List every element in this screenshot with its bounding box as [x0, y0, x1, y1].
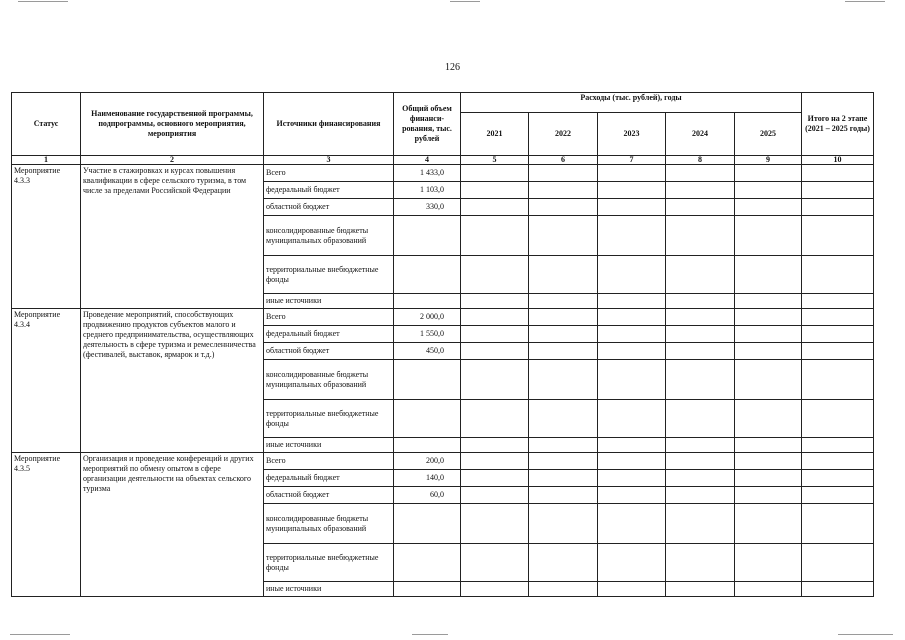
itogo-cell — [802, 294, 874, 309]
year-amount-cell — [735, 487, 802, 504]
financing-table — [11, 92, 874, 597]
year-amount-cell — [666, 544, 735, 582]
year-amount-cell — [461, 470, 529, 487]
year-amount-cell — [529, 256, 598, 294]
column-number: 6 — [529, 156, 598, 165]
total-amount-cell — [394, 438, 461, 453]
page-number: 126 — [445, 62, 460, 73]
header-expenses: Расходы (тыс. рублей), годы — [461, 93, 802, 113]
scan-edge-bottom-right — [838, 634, 893, 635]
year-amount-cell — [529, 470, 598, 487]
status-cell: Мероприятие 4.3.5 — [12, 453, 81, 597]
header-year: 2023 — [598, 113, 666, 156]
year-amount-cell — [735, 470, 802, 487]
year-amount-cell — [666, 504, 735, 544]
total-amount-cell: 140,0 — [394, 470, 461, 487]
header-total: Общий объем финанси- рования, тыс. рублей — [394, 93, 461, 156]
year-amount-cell — [529, 544, 598, 582]
itogo-cell — [802, 343, 874, 360]
year-amount-cell — [461, 400, 529, 438]
itogo-cell — [802, 216, 874, 256]
year-amount-cell — [598, 487, 666, 504]
year-amount-cell — [461, 294, 529, 309]
status-cell: Мероприятие 4.3.3 — [12, 165, 81, 309]
year-amount-cell — [461, 309, 529, 326]
column-number: 1 — [12, 156, 81, 165]
total-amount-cell — [394, 544, 461, 582]
year-amount-cell — [735, 165, 802, 182]
year-amount-cell — [735, 256, 802, 294]
total-amount-cell — [394, 582, 461, 597]
year-amount-cell — [529, 199, 598, 216]
year-amount-cell — [461, 326, 529, 343]
source-cell: Всего — [264, 309, 394, 326]
year-amount-cell — [666, 400, 735, 438]
activity-name-cell: Участие в стажировках и курсах повышения квалификации в сфере сельского туризма, в том числе за пределами Российской Федерации — [81, 165, 264, 309]
year-amount-cell — [598, 165, 666, 182]
total-amount-cell: 1 103,0 — [394, 182, 461, 199]
year-amount-cell — [666, 199, 735, 216]
table-row — [12, 309, 874, 326]
year-amount-cell — [529, 216, 598, 256]
year-amount-cell — [461, 453, 529, 470]
year-amount-cell — [666, 294, 735, 309]
year-amount-cell — [529, 438, 598, 453]
year-amount-cell — [735, 216, 802, 256]
year-amount-cell — [666, 165, 735, 182]
year-amount-cell — [598, 216, 666, 256]
source-cell: иные источники — [264, 294, 394, 309]
year-amount-cell — [735, 438, 802, 453]
year-amount-cell — [735, 360, 802, 400]
year-amount-cell — [666, 343, 735, 360]
year-amount-cell — [529, 504, 598, 544]
column-number: 10 — [802, 156, 874, 165]
year-amount-cell — [598, 504, 666, 544]
year-amount-cell — [666, 182, 735, 199]
year-amount-cell — [666, 470, 735, 487]
year-amount-cell — [666, 453, 735, 470]
column-number: 4 — [394, 156, 461, 165]
year-amount-cell — [461, 438, 529, 453]
itogo-cell — [802, 504, 874, 544]
year-amount-cell — [598, 582, 666, 597]
itogo-cell — [802, 165, 874, 182]
header-itogo: Итого на 2 этапе (2021 – 2025 годы) — [802, 93, 874, 156]
itogo-cell — [802, 199, 874, 216]
year-amount-cell — [529, 294, 598, 309]
year-amount-cell — [461, 544, 529, 582]
year-amount-cell — [735, 453, 802, 470]
source-cell: консолидированные бюджеты муниципальных образований — [264, 504, 394, 544]
total-amount-cell: 1 433,0 — [394, 165, 461, 182]
year-amount-cell — [529, 326, 598, 343]
year-amount-cell — [598, 294, 666, 309]
year-amount-cell — [461, 504, 529, 544]
header-status: Статус — [12, 93, 81, 156]
column-number: 7 — [598, 156, 666, 165]
year-amount-cell — [461, 360, 529, 400]
year-amount-cell — [598, 199, 666, 216]
source-cell: Всего — [264, 453, 394, 470]
total-amount-cell — [394, 294, 461, 309]
column-number: 3 — [264, 156, 394, 165]
itogo-cell — [802, 360, 874, 400]
itogo-cell — [802, 326, 874, 343]
itogo-cell — [802, 400, 874, 438]
year-amount-cell — [529, 487, 598, 504]
total-amount-cell — [394, 216, 461, 256]
year-amount-cell — [598, 400, 666, 438]
scan-edge-bottom-mid — [412, 634, 448, 635]
total-amount-cell: 200,0 — [394, 453, 461, 470]
year-amount-cell — [529, 182, 598, 199]
table-row — [12, 165, 874, 182]
itogo-cell — [802, 544, 874, 582]
status-cell: Мероприятие 4.3.4 — [12, 309, 81, 453]
year-amount-cell — [735, 294, 802, 309]
source-cell: Всего — [264, 165, 394, 182]
year-amount-cell — [461, 182, 529, 199]
year-amount-cell — [735, 199, 802, 216]
year-amount-cell — [735, 582, 802, 597]
header-year: 2025 — [735, 113, 802, 156]
year-amount-cell — [461, 343, 529, 360]
total-amount-cell — [394, 256, 461, 294]
scan-edge-bottom-left — [10, 634, 70, 635]
source-cell: территориальные внебюджетные фонды — [264, 544, 394, 582]
source-cell: областной бюджет — [264, 343, 394, 360]
year-amount-cell — [735, 343, 802, 360]
source-cell: областной бюджет — [264, 487, 394, 504]
year-amount-cell — [598, 453, 666, 470]
year-amount-cell — [461, 487, 529, 504]
year-amount-cell — [666, 216, 735, 256]
year-amount-cell — [598, 343, 666, 360]
year-amount-cell — [529, 582, 598, 597]
year-amount-cell — [461, 165, 529, 182]
year-amount-cell — [461, 256, 529, 294]
total-amount-cell: 450,0 — [394, 343, 461, 360]
source-cell: консолидированные бюджеты муниципальных образований — [264, 360, 394, 400]
itogo-cell — [802, 438, 874, 453]
header-year: 2021 — [461, 113, 529, 156]
year-amount-cell — [666, 582, 735, 597]
year-amount-cell — [598, 326, 666, 343]
total-amount-cell: 1 550,0 — [394, 326, 461, 343]
source-cell: иные источники — [264, 438, 394, 453]
year-amount-cell — [529, 165, 598, 182]
year-amount-cell — [598, 470, 666, 487]
year-amount-cell — [529, 309, 598, 326]
year-amount-cell — [461, 199, 529, 216]
year-amount-cell — [461, 216, 529, 256]
itogo-cell — [802, 470, 874, 487]
column-number: 2 — [81, 156, 264, 165]
year-amount-cell — [529, 343, 598, 360]
year-amount-cell — [666, 256, 735, 294]
year-amount-cell — [666, 360, 735, 400]
activity-name-cell: Проведение мероприятий, способствующих продвижению продуктов субъектов малого и среднего предпринимательства, осуществляющих деятельность в сфере туризма и ремесленничества (фестивалей, выставок, ярмарок и т.д.) — [81, 309, 264, 453]
itogo-cell — [802, 309, 874, 326]
itogo-cell — [802, 256, 874, 294]
header-source: Источники финансирования — [264, 93, 394, 156]
year-amount-cell — [666, 438, 735, 453]
year-amount-cell — [461, 582, 529, 597]
year-amount-cell — [735, 326, 802, 343]
total-amount-cell: 2 000,0 — [394, 309, 461, 326]
year-amount-cell — [735, 309, 802, 326]
table-row — [12, 453, 874, 470]
source-cell: областной бюджет — [264, 199, 394, 216]
year-amount-cell — [666, 487, 735, 504]
header-name: Наименование государственной программы, подпрограммы, основного мероприятия, мероприятия — [81, 93, 264, 156]
total-amount-cell — [394, 504, 461, 544]
year-amount-cell — [598, 309, 666, 326]
column-number: 8 — [666, 156, 735, 165]
year-amount-cell — [666, 309, 735, 326]
scan-edge-top-left — [18, 1, 68, 2]
itogo-cell — [802, 582, 874, 597]
scan-edge-top-mid — [450, 1, 480, 2]
column-number: 5 — [461, 156, 529, 165]
year-amount-cell — [735, 182, 802, 199]
year-amount-cell — [598, 256, 666, 294]
year-amount-cell — [735, 504, 802, 544]
source-cell: территориальные внебюджетные фонды — [264, 256, 394, 294]
scan-edge-top-right — [845, 1, 885, 2]
source-cell: федеральный бюджет — [264, 470, 394, 487]
year-amount-cell — [598, 360, 666, 400]
total-amount-cell — [394, 400, 461, 438]
year-amount-cell — [598, 544, 666, 582]
total-amount-cell: 60,0 — [394, 487, 461, 504]
year-amount-cell — [666, 326, 735, 343]
column-number: 9 — [735, 156, 802, 165]
itogo-cell — [802, 487, 874, 504]
year-amount-cell — [529, 360, 598, 400]
year-amount-cell — [598, 438, 666, 453]
source-cell: федеральный бюджет — [264, 326, 394, 343]
year-amount-cell — [735, 544, 802, 582]
year-amount-cell — [598, 182, 666, 199]
header-year: 2024 — [666, 113, 735, 156]
source-cell: иные источники — [264, 582, 394, 597]
header-year: 2022 — [529, 113, 598, 156]
source-cell: федеральный бюджет — [264, 182, 394, 199]
itogo-cell — [802, 182, 874, 199]
year-amount-cell — [735, 400, 802, 438]
total-amount-cell — [394, 360, 461, 400]
year-amount-cell — [529, 453, 598, 470]
year-amount-cell — [529, 400, 598, 438]
source-cell: консолидированные бюджеты муниципальных образований — [264, 216, 394, 256]
itogo-cell — [802, 453, 874, 470]
total-amount-cell: 330,0 — [394, 199, 461, 216]
source-cell: территориальные внебюджетные фонды — [264, 400, 394, 438]
activity-name-cell: Организация и проведение конференций и других мероприятий по обмену опытом в сфере организации деятельности на объектах сельского туризма — [81, 453, 264, 597]
